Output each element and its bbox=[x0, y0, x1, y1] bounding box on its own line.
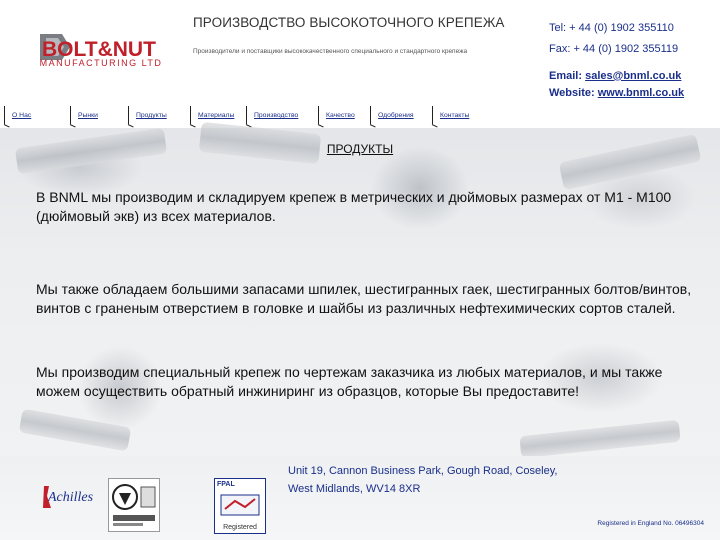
fpal-logo-icon bbox=[215, 491, 265, 521]
main-nav bbox=[0, 104, 720, 128]
iso-icon bbox=[109, 479, 159, 531]
nav-item-materials[interactable]: Материалы bbox=[190, 104, 234, 128]
nav-item-approvals[interactable]: Одобрения bbox=[370, 104, 414, 128]
nav-item-contacts[interactable]: Контакты bbox=[432, 104, 469, 128]
website-link[interactable]: www.bnml.co.uk bbox=[597, 86, 685, 99]
logo-wordmark: BOLT&NUT bbox=[42, 38, 156, 61]
nav-item-quality[interactable]: Качество bbox=[318, 104, 355, 128]
iso-certification-badge bbox=[108, 478, 160, 532]
achilles-icon bbox=[40, 484, 54, 510]
bolt-image bbox=[19, 409, 131, 452]
main-content bbox=[0, 128, 720, 456]
site-tagline: Производители и поставщики высококачественного специального и стандартного крепежа bbox=[193, 48, 468, 55]
header bbox=[0, 0, 720, 104]
address-line-2: West Midlands, WV14 8XR bbox=[288, 483, 421, 495]
achilles-badge bbox=[40, 488, 93, 506]
paragraph-metric-sizes: В BNML мы производим и складируем крепеж в метрических и дюймовых размерах от M1 - M100 (дюймовый экв) из всех материалов. bbox=[36, 189, 672, 224]
fax-number: Fax: + 44 (0) 1902 355119 bbox=[549, 42, 679, 55]
fpal-registered: Registered bbox=[223, 524, 257, 531]
page-title: ПРОИЗВОДСТВО ВЫСОКОТОЧНОГО КРЕПЕЖА bbox=[193, 15, 505, 30]
paragraph-stock: Мы также обладаем большими запасами шпилек, шестигранных гаек, шестигранных болтов/винтов, винтов с граненым отверстием в головке и шайбы из различных нефтехимических сортов сталей. bbox=[36, 281, 692, 316]
website-label: Website: bbox=[549, 86, 595, 99]
website-row bbox=[549, 83, 684, 104]
nav-item-about[interactable]: О Нас bbox=[4, 104, 31, 128]
phone-number: Tel: + 44 (0) 1902 355110 bbox=[549, 22, 674, 34]
nav-item-manufacturing[interactable]: Производство bbox=[246, 104, 298, 128]
contact-block bbox=[549, 18, 684, 104]
registration-number: Registered in England No. 06496304 bbox=[597, 520, 704, 527]
email-label: Email: bbox=[549, 69, 583, 82]
achilles-label: Achilles bbox=[48, 490, 94, 505]
content-title: ПРОДУКТЫ bbox=[326, 142, 394, 156]
bolt-image bbox=[519, 420, 680, 459]
nav-item-products[interactable]: Продукты bbox=[128, 104, 167, 128]
email-link[interactable]: sales@bnml.co.uk bbox=[585, 69, 682, 82]
company-address bbox=[288, 462, 557, 498]
fpal-label: FPAL bbox=[217, 481, 235, 488]
fpal-badge bbox=[214, 478, 266, 534]
logo-subtitle: MANUFACTURING LTD bbox=[39, 58, 163, 68]
nav-item-markets[interactable]: Рынки bbox=[70, 104, 98, 128]
paragraph-special-fasteners: Мы производим специальный крепеж по чертежам заказчика из любых материалов, и мы также можем осуществить обратный инжиниринг из образцов, которые Вы предоставите! bbox=[36, 364, 663, 399]
company-logo[interactable] bbox=[36, 32, 166, 76]
address-line-1: Unit 19, Cannon Business Park, Gough Road, Coseley, bbox=[288, 465, 558, 477]
